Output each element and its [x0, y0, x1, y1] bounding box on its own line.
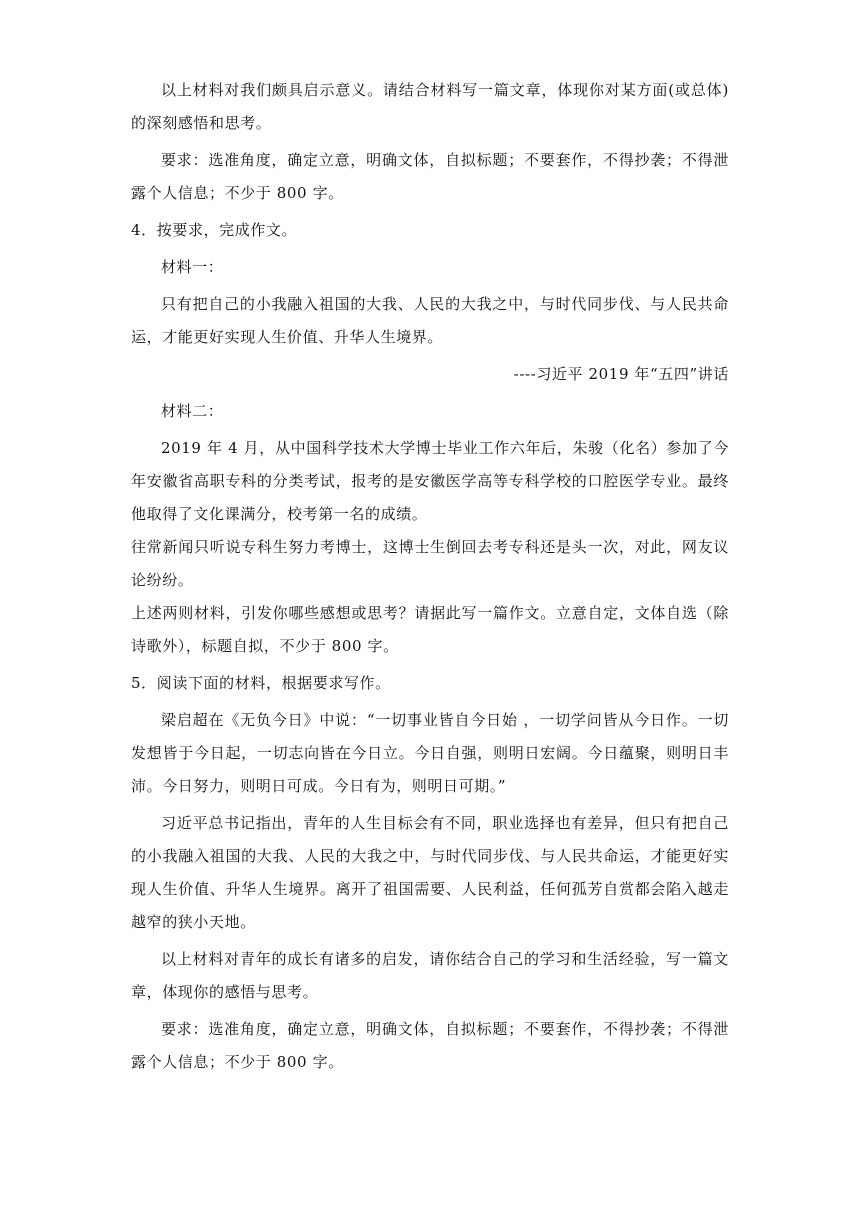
q4-material1-label: 材料一： [161, 258, 224, 276]
q5-title: 5．阅读下面的材料，根据要求写作。 [131, 674, 391, 692]
q4-title: 4．按要求，完成作文。 [131, 221, 298, 239]
q4-material2-label: 材料二： [161, 402, 224, 420]
q5-requirement: 要求：选准角度，确定立意，明确文体，自拟标题；不要套作，不得抄袭；不得泄露个人信息；不少于 800 字。 [131, 1020, 729, 1071]
q3-prompt: 以上材料对我们颇具启示意义。请结合材料写一篇文章，体现你对某方面(或总体)的深刻感悟和思考。 [131, 81, 729, 132]
q4-material2-text: 2019 年 4 月，从中国科学技术大学博士毕业工作六年后，朱骏（化名）参加了今年安徽省高职专科的分类考试，报考的是安徽医学高等专科学校的口腔医学专业。最终他取得了文化课满分，校考第一名的成绩。 [131, 439, 729, 523]
q4-material2-comment: 往常新闻只听说专科生努力考博士，这博士生倒回去考专科还是头一次，对此，网友议论纷纷。 [131, 538, 729, 589]
q4-material1-text: 只有把自己的小我融入祖国的大我、人民的大我之中，与时代同步伐、与人民共命运，才能更好实现人生价值、升华人生境界。 [131, 295, 729, 346]
q4-material1-source: ----习近平 2019 年“五四”讲话 [513, 365, 729, 383]
q5-prompt: 以上材料对青年的成长有诸多的启发，请你结合自己的学习和生活经验，写一篇文章，体现你的感悟与思考。 [131, 950, 729, 1001]
q5-para2: 习近平总书记指出，青年的人生目标会有不同，职业选择也有差异，但只有把自己的小我融入祖国的大我、人民的大我之中，与时代同步伐、与人民共命运，才能更好实现人生价值、升华人生境界。离开了祖国需要、人民利益，任何孤芳自赏都会陷入越走越窄的狭小天地。 [131, 814, 729, 931]
q3-requirement: 要求：选准角度，确定立意，明确文体，自拟标题；不要套作，不得抄袭；不得泄露个人信息；不少于 800 字。 [131, 151, 729, 202]
q5-para1: 梁启超在《无负今日》中说：“一切事业皆自今日始 ，一切学问皆从今日作。一切发想皆于今日起，一切志向皆在今日立。今日自强，则明日宏阔。今日蕴聚，则明日丰沛。今日努力，则明日可成。今日有为，则明日可期。” [131, 711, 729, 795]
q4-task: 上述两则材料，引发你哪些感想或思考？请据此写一篇作文。立意自定，文体自选（除诗歌外），标题自拟，不少于 800 字。 [131, 604, 729, 655]
